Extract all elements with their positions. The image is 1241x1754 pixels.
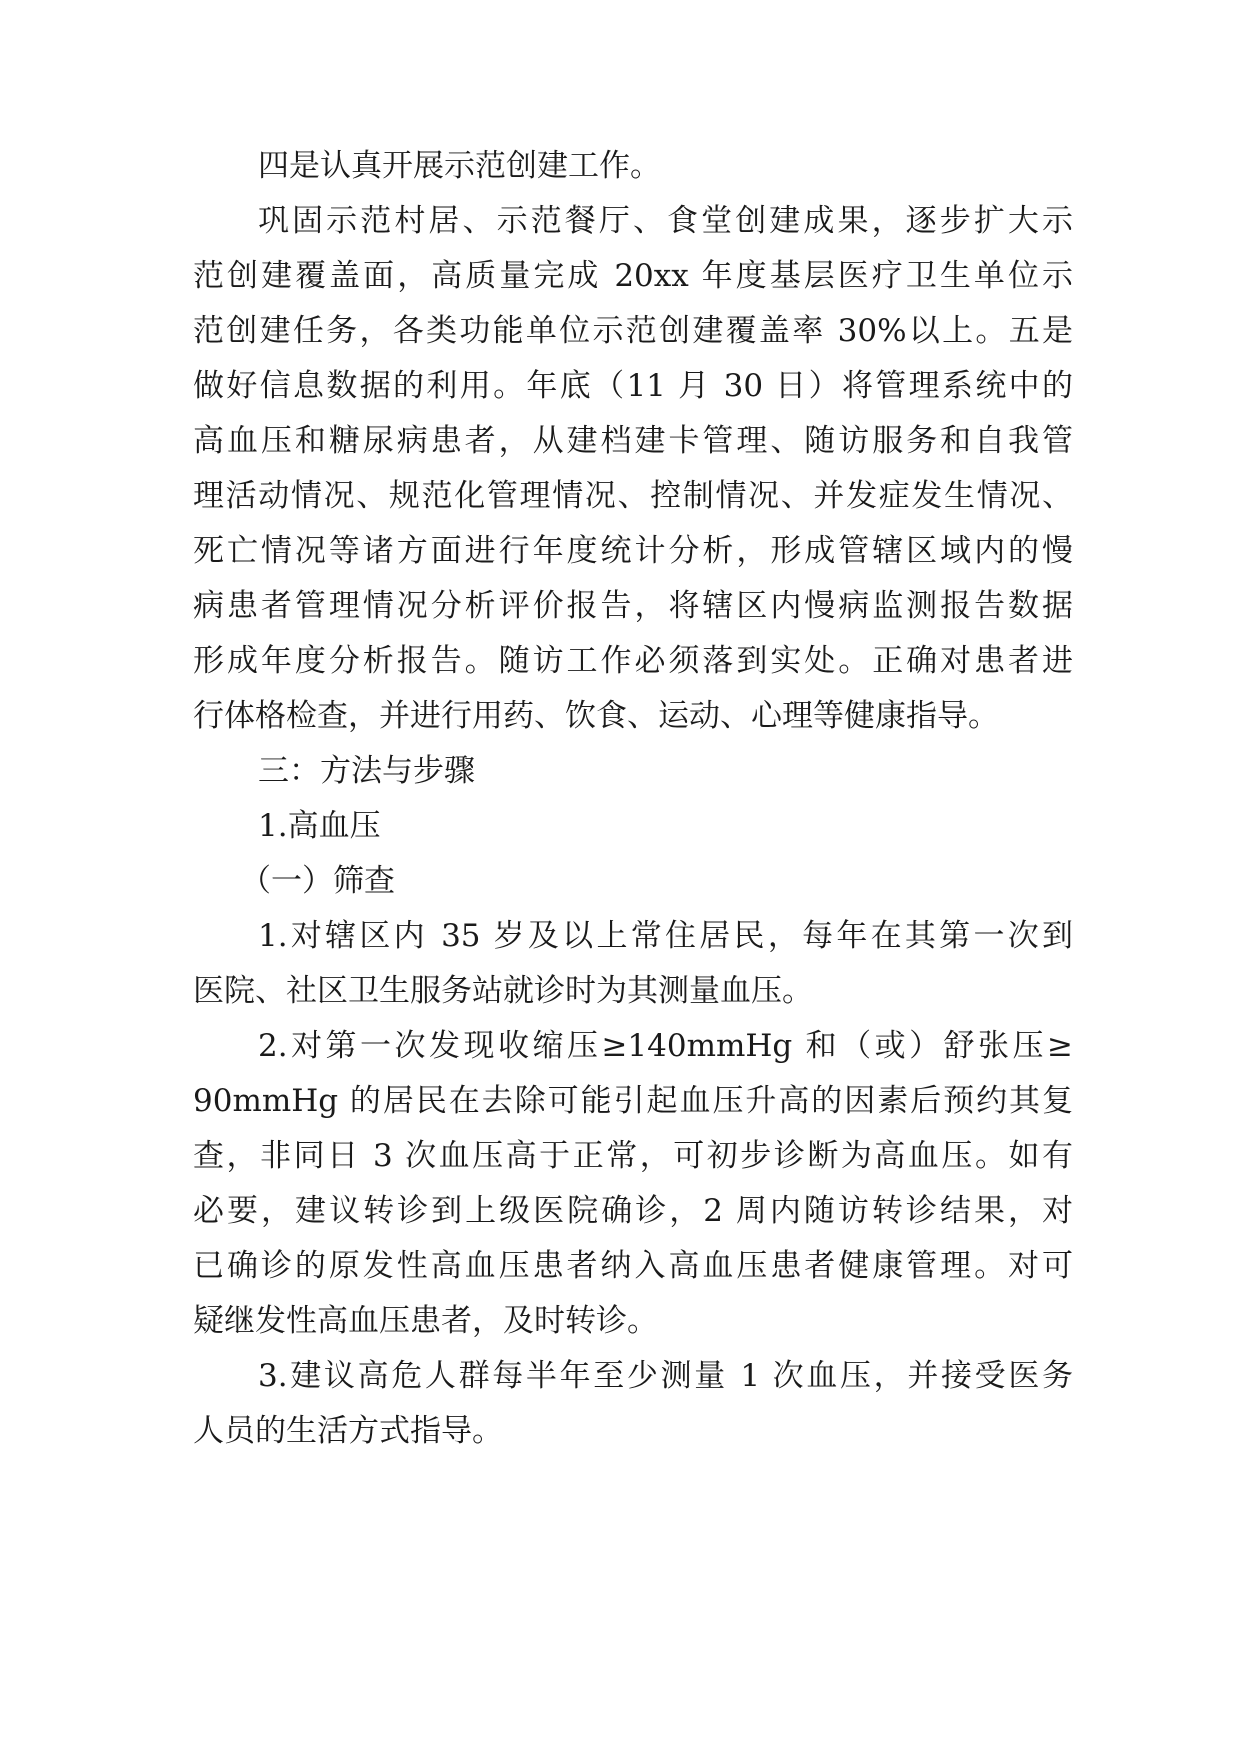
section-heading: 三：方法与步骤 bbox=[258, 753, 475, 789]
paragraph-line: 2.对第一次发现收缩压≥140mmHg 和（或）舒张压≥ bbox=[258, 1028, 1073, 1064]
paragraph-line: 病患者管理情况分析评价报告，将辖区内慢病监测报告数据 bbox=[193, 588, 1073, 624]
paragraph-line: 四是认真开展示范创建工作。 bbox=[258, 148, 661, 184]
paragraph-line: 死亡情况等诸方面进行年度统计分析，形成管辖区域内的慢 bbox=[193, 533, 1073, 569]
paragraph-line: 范创建覆盖面，高质量完成 20xx 年度基层医疗卫生单位示 bbox=[193, 258, 1073, 294]
paragraph-line: 1.对辖区内 35 岁及以上常住居民，每年在其第一次到 bbox=[258, 918, 1073, 954]
paragraph-line: 查，非同日 3 次血压高于正常，可初步诊断为高血压。如有 bbox=[193, 1138, 1073, 1174]
paragraph-line: 医院、社区卫生服务站就诊时为其测量血压。 bbox=[193, 973, 813, 1009]
subsection-heading: （一）筛查 bbox=[240, 863, 395, 899]
subsection-heading: 1.高血压 bbox=[258, 808, 381, 844]
paragraph-line: 3.建议高危人群每半年至少测量 1 次血压，并接受医务 bbox=[258, 1358, 1073, 1394]
paragraph-line: 形成年度分析报告。随访工作必须落到实处。正确对患者进 bbox=[193, 643, 1073, 679]
paragraph-line: 高血压和糖尿病患者，从建档建卡管理、随访服务和自我管 bbox=[193, 423, 1073, 459]
paragraph-line: 必要，建议转诊到上级医院确诊，2 周内随访转诊结果，对 bbox=[193, 1193, 1073, 1229]
paragraph-line: 人员的生活方式指导。 bbox=[193, 1413, 503, 1449]
paragraph-line: 做好信息数据的利用。年底（11 月 30 日）将管理系统中的 bbox=[193, 368, 1073, 404]
paragraph-line: 行体格检查，并进行用药、饮食、运动、心理等健康指导。 bbox=[193, 698, 999, 734]
paragraph-line: 90mmHg 的居民在去除可能引起血压升高的因素后预约其复 bbox=[193, 1083, 1073, 1119]
paragraph-line: 已确诊的原发性高血压患者纳入高血压患者健康管理。对可 bbox=[193, 1248, 1073, 1284]
paragraph-line: 理活动情况、规范化管理情况、控制情况、并发症发生情况、 bbox=[193, 478, 1073, 514]
paragraph-line: 疑继发性高血压患者，及时转诊。 bbox=[193, 1303, 658, 1339]
paragraph-line: 范创建任务，各类功能单位示范创建覆盖率 30%以上。五是 bbox=[193, 313, 1073, 349]
paragraph-line: 巩固示范村居、示范餐厅、食堂创建成果，逐步扩大示 bbox=[258, 203, 1073, 239]
